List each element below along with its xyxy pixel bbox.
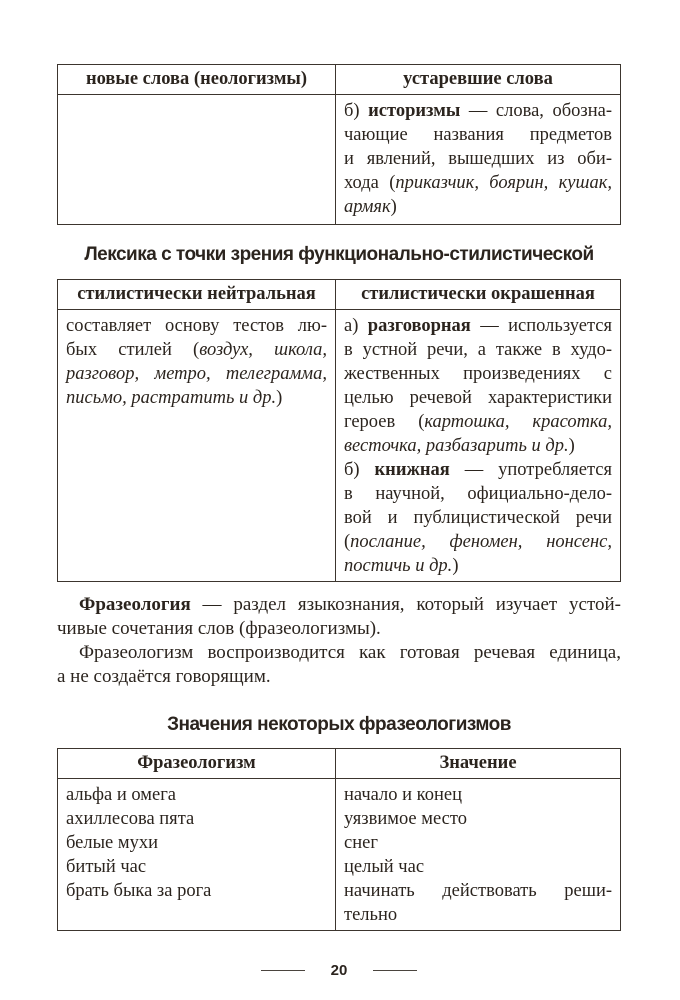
text-line: снег [344,833,378,853]
paragraph-phraseologism-note [57,641,621,689]
text-line: альфа и омега [66,785,177,805]
meanings-table [57,748,621,931]
stylistic-table-header-right: стилистически окрашенная [336,280,620,310]
neologisms-table-header-left: новые слова (неологизмы) [58,65,336,95]
text-line: хода (приказчик, боярин, кушак, [344,173,612,193]
text-line: б) историзмы — слова, обозна- [344,101,612,121]
text-line: постичь и др.) [344,556,459,576]
neologisms-table [57,64,621,225]
text-line: брать быка за рога [66,881,212,901]
text-line: в устной речи, а также в худо- [344,340,612,360]
text-line: письмо, растратить и др.) [66,388,283,408]
text-line: армяк) [344,197,397,217]
text-line: а не создаётся говорящим. [57,666,271,687]
text-line: целый час [344,857,425,877]
text-line: и явлений, вышедших из оби- [344,149,612,169]
text-line: белые мухи [66,833,158,853]
text-line: весточка, разбазарить и др.) [344,436,575,456]
text-line: в научной, официально-дело- [344,484,612,504]
text-line: разговор, метро, телеграмма, [66,364,327,384]
text-line: Фразеология — раздел языкознания, который изучает устой- [79,594,621,615]
text-line: уязвимое место [344,809,467,829]
text-line: начинать действовать реши- [344,881,612,901]
phraseology-paragraphs [57,593,621,689]
text-line: героев (картошка, красотка, [344,412,612,432]
neologisms-table-cell-right [336,95,620,224]
stylistic-table-header-left: стилистически нейтральная [58,280,336,310]
text-line: бых стилей (воздух, школа, [66,340,328,360]
text-line: целью речевой характеристики [344,388,612,408]
stylistic-table [57,279,621,582]
neologisms-table-header-right: устаревшие слова [336,65,620,95]
meanings-table-cell-left [58,779,336,930]
text-line: чивые сочетания слов (фразеологизмы). [57,618,381,639]
page-number: 20 [330,962,348,979]
meanings-table-header-left: Фразеологизм [58,749,336,779]
footer-rule-right [373,970,417,971]
stylistic-table-cell-left [58,310,336,581]
neologisms-table-cell-left [58,95,336,224]
text-line: вой и публицистической речи [344,508,612,528]
footer-rule-left [261,970,305,971]
text-line: чающие названия предметов [344,125,612,145]
text-line: Фразеологизм воспроизводится как готовая речевая единица, [79,642,621,663]
text-line: жественных произведениях с [344,364,612,384]
meanings-table-cell-right [336,779,620,930]
text-line: тельно [344,905,398,925]
page-footer [57,962,621,979]
text-line: (послание, феномен, нонсенс, [344,532,612,552]
text-line: битый час [66,857,147,877]
text-line: составляет основу тестов лю- [66,316,327,336]
section-heading-phraseologism-meanings: Значения некоторых фразеологизмов [167,714,511,735]
paragraph-phraseology-definition [57,593,621,641]
section-heading-stylistic-lexicon: Лексика с точки зрения функционально-стилистической [84,244,594,265]
text-line: б) книжная — употребляется [344,460,612,480]
text-line: ахиллесова пята [66,809,195,829]
text-line: а) разговорная — используется [344,316,613,336]
text-line: начало и конец [344,785,462,805]
meanings-table-header-right: Значение [336,749,620,779]
stylistic-table-cell-right [336,310,620,581]
